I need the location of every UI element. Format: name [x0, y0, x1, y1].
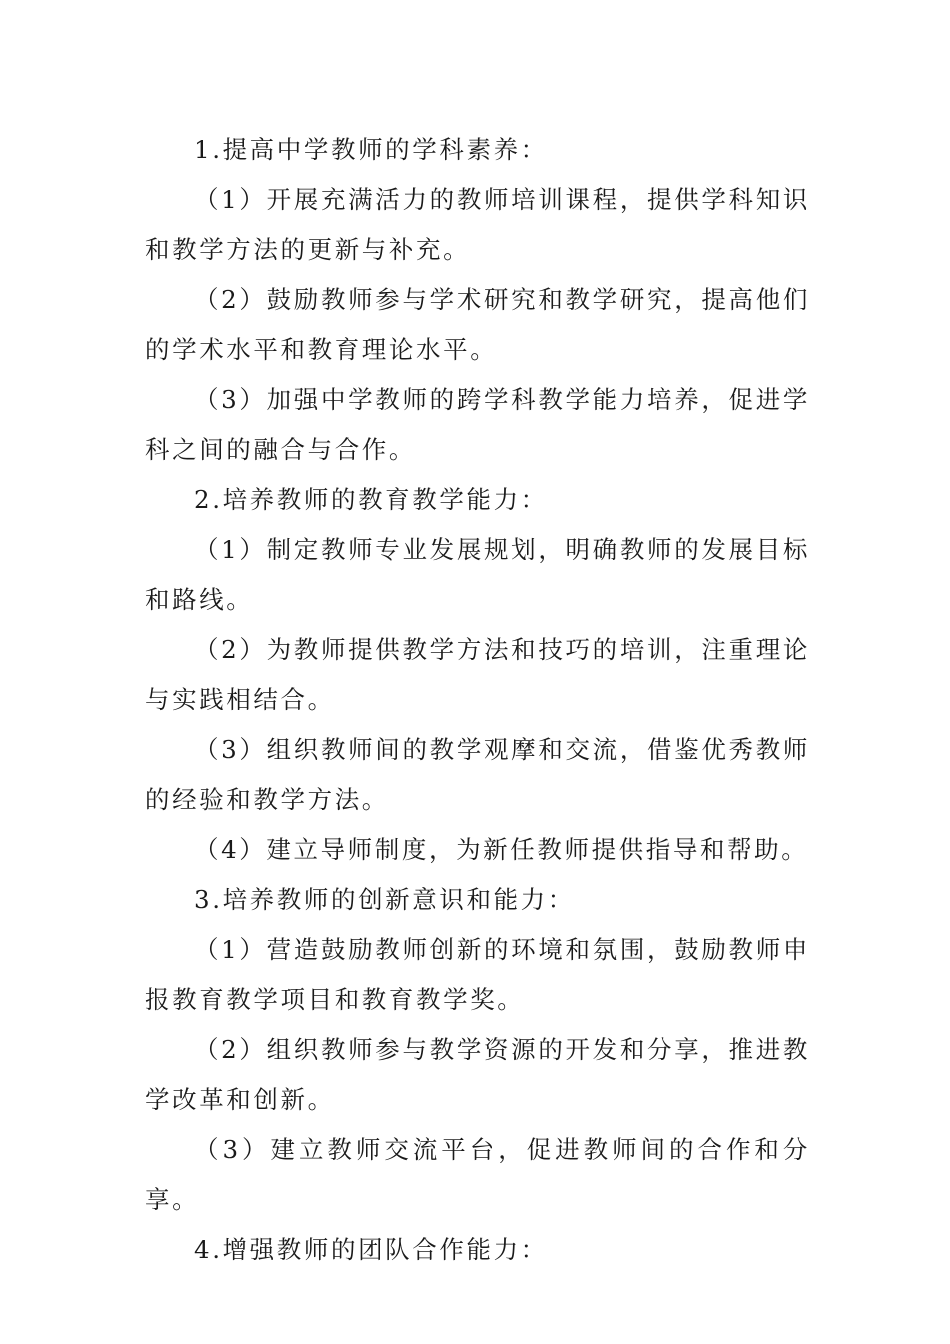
section-heading: 1.提高中学教师的学科素养：: [194, 135, 548, 164]
list-item: （2）为教师提供教学方法和技巧的培训，注重理论与实践相结合。: [145, 635, 810, 714]
section-heading: 4.增强教师的团队合作能力：: [194, 1235, 548, 1264]
list-item: （2）组织教师参与教学资源的开发和分享，推进教学改革和创新。: [145, 1035, 810, 1114]
list-item: （3）组织教师间的教学观摩和交流，借鉴优秀教师的经验和教学方法。: [145, 735, 810, 814]
section-heading: 2.培养教师的教育教学能力：: [194, 485, 548, 514]
section-heading: 3.培养教师的创新意识和能力：: [194, 885, 575, 914]
list-item: （1）开展充满活力的教师培训课程，提供学科知识和教学方法的更新与补充。: [145, 185, 810, 264]
list-item: （2）鼓励教师参与学术研究和教学研究，提高他们的学术水平和教育理论水平。: [145, 285, 810, 364]
list-item: （3）建立教师交流平台，促进教师间的合作和分享。: [145, 1135, 810, 1214]
document-body: [145, 125, 810, 1275]
list-item: （1）营造鼓励教师创新的环境和氛围，鼓励教师申报教育教学项目和教育教学奖。: [145, 935, 810, 1014]
list-item: （4）建立导师制度，为新任教师提供指导和帮助。: [194, 835, 809, 864]
list-item: （3）加强中学教师的跨学科教学能力培养，促进学科之间的融合与合作。: [145, 385, 810, 464]
list-item: （1）制定教师专业发展规划，明确教师的发展目标和路线。: [145, 535, 810, 614]
